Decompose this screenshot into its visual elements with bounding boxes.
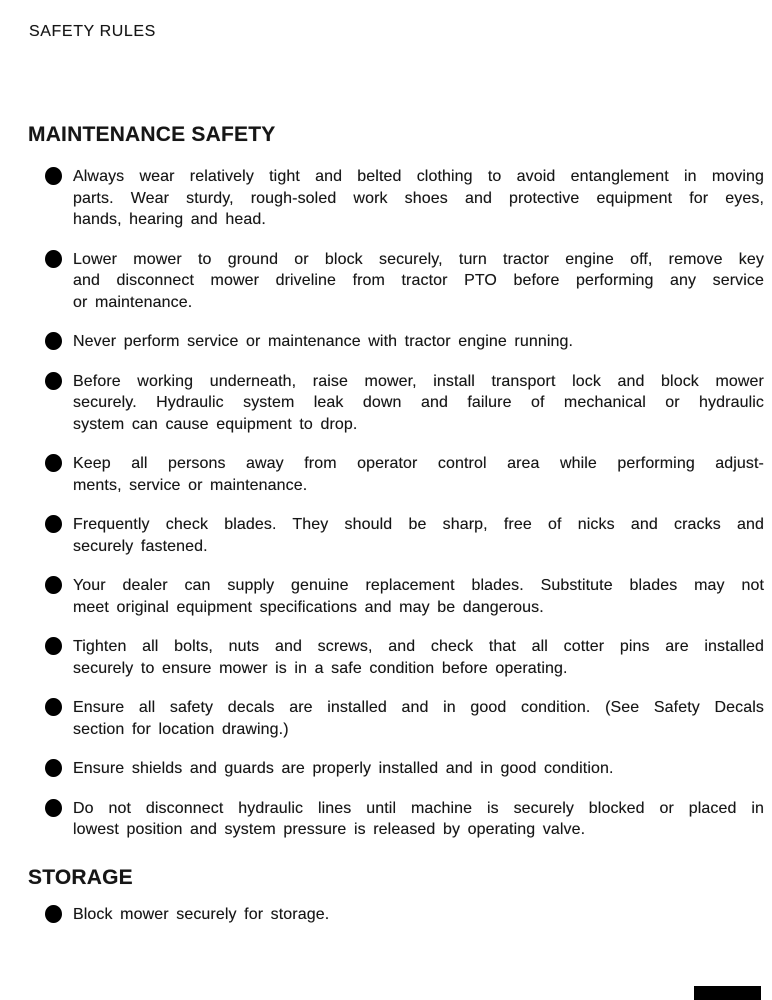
section-title-maintenance-safety: MAINTENANCE SAFETY — [28, 123, 276, 146]
scan-artifact-mark — [694, 986, 761, 1000]
safety-rule-item — [45, 371, 764, 436]
filled-circle-bullet-icon — [45, 576, 62, 594]
safety-rule-item — [45, 697, 764, 740]
safety-rule-item — [45, 575, 764, 618]
safety-rule-item — [45, 798, 764, 841]
rule-text-line: parts. Wear sturdy, rough-soled work shoes and protective equipment for eyes, — [73, 189, 764, 207]
filled-circle-bullet-icon — [45, 905, 62, 923]
section-storage — [28, 866, 764, 926]
filled-circle-bullet-icon — [45, 698, 62, 716]
rule-text — [73, 249, 764, 314]
rule-text-line: or maintenance. — [73, 293, 193, 311]
rule-text — [73, 166, 764, 231]
rule-text-line: Do not disconnect hydraulic lines until machine is securely blocked or placed in — [73, 799, 764, 817]
rule-text-line: Your dealer can supply genuine replacement blades. Substitute blades may not — [73, 577, 764, 594]
page-content — [28, 123, 764, 925]
rule-text — [73, 697, 764, 740]
safety-rule-item — [45, 636, 764, 679]
safety-rule-item — [45, 904, 764, 926]
rule-text — [73, 371, 764, 436]
rule-text-line: ments, service or maintenance. — [73, 476, 308, 494]
rule-text-line: Keep all persons away from operator control area while performing adjust- — [73, 455, 764, 472]
filled-circle-bullet-icon — [45, 372, 62, 390]
rule-text-line: Never perform service or maintenance with tractor engine running. — [73, 333, 574, 350]
rule-text — [73, 904, 764, 926]
rule-text-line: Always wear relatively tight and belted clothing to avoid entanglement in moving — [73, 168, 764, 185]
rule-text-line: securely to ensure mower is in a safe condition before operating. — [73, 659, 568, 677]
filled-circle-bullet-icon — [45, 332, 62, 350]
storage-rules-list — [28, 904, 764, 926]
rule-text-line: section for location drawing.) — [73, 720, 289, 738]
safety-rule-item — [45, 249, 764, 314]
rule-text-line: securely fastened. — [73, 537, 208, 555]
page-header: SAFETY RULES — [29, 23, 156, 40]
rule-text-line: Block mower securely for storage. — [73, 905, 330, 923]
safety-rule-item — [45, 758, 764, 780]
safety-rule-item — [45, 166, 764, 231]
safety-rule-item — [45, 514, 764, 557]
rule-text-line: lowest position and system pressure is released by operating valve. — [73, 821, 586, 838]
rule-text — [73, 758, 764, 780]
rule-text-line: Ensure all safety decals are installed and in good condition. (See Safety Decals — [73, 699, 764, 716]
safety-rule-item — [45, 331, 764, 353]
rule-text — [73, 636, 764, 679]
safety-rule-item — [45, 453, 764, 496]
filled-circle-bullet-icon — [45, 454, 62, 472]
maintenance-rules-list — [28, 166, 764, 841]
rule-text-line: Tighten all bolts, nuts and screws, and check that all cotter pins are installed — [73, 638, 764, 655]
section-maintenance-safety — [28, 123, 764, 841]
rule-text-line: Before working underneath, raise mower, install transport lock and block mower — [73, 372, 764, 390]
rule-text — [73, 514, 764, 557]
rule-text-line: Lower mower to ground or block securely, turn tractor engine off, remove key — [73, 250, 764, 268]
rule-text-line: hands, hearing and head. — [73, 211, 266, 228]
filled-circle-bullet-icon — [45, 637, 62, 655]
rule-text — [73, 331, 764, 353]
rule-text-line: meet original equipment specifications and may be dangerous. — [73, 598, 544, 616]
rule-text — [73, 575, 764, 618]
rule-text-line: system can cause equipment to drop. — [73, 415, 358, 433]
rule-text-line: Ensure shields and guards are properly installed and in good condition. — [73, 760, 614, 777]
filled-circle-bullet-icon — [45, 799, 62, 817]
rule-text-line: Frequently check blades. They should be sharp, free of nicks and cracks and — [73, 516, 764, 533]
rule-text — [73, 798, 764, 841]
filled-circle-bullet-icon — [45, 167, 62, 185]
filled-circle-bullet-icon — [45, 759, 62, 777]
rule-text — [73, 453, 764, 496]
filled-circle-bullet-icon — [45, 250, 62, 268]
section-title-storage: STORAGE — [28, 865, 133, 889]
rule-text-line: securely. Hydraulic system leak down and failure of mechanical or hydraulic — [73, 394, 764, 411]
filled-circle-bullet-icon — [45, 515, 62, 533]
rule-text-line: and disconnect mower driveline from tractor PTO before performing any service — [73, 272, 764, 289]
